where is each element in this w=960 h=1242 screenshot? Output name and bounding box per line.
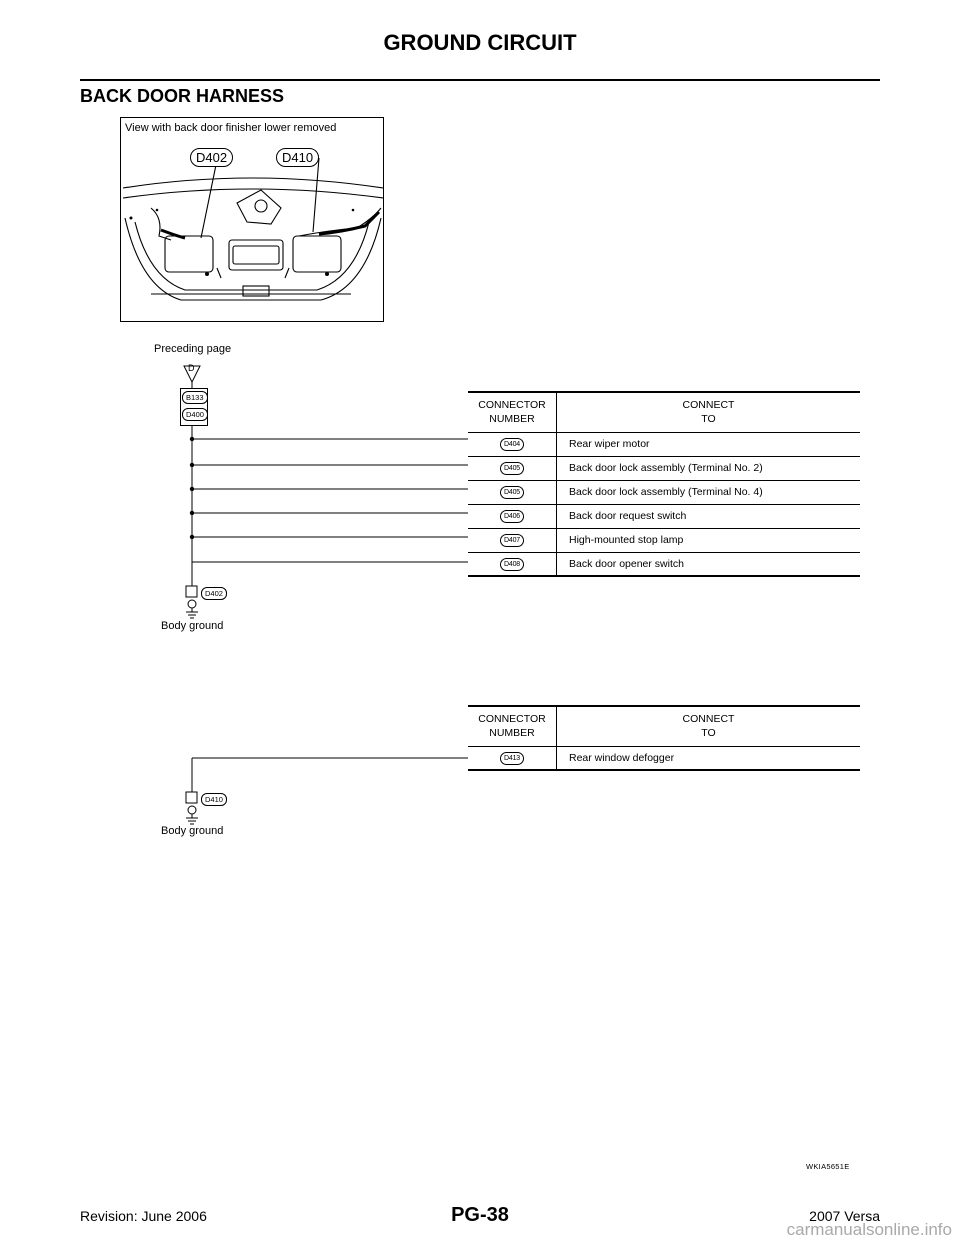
ground-connector-d410: D410 xyxy=(201,793,227,806)
photo-connector-d410: D410 xyxy=(276,148,319,167)
table1-header-to: CONNECT TO xyxy=(557,392,861,432)
table-row xyxy=(468,746,860,770)
connector-b133: B133 xyxy=(182,391,208,404)
connector-pill: D406 xyxy=(500,510,524,523)
table2-header-number: CONNECTOR NUMBER xyxy=(468,706,557,746)
preceding-page-label: Preceding page xyxy=(154,343,232,355)
table-row xyxy=(468,456,860,480)
section-title: BACK DOOR HARNESS xyxy=(80,86,285,106)
body-ground-label-2: Body ground xyxy=(161,825,224,837)
connector-pill: D413 xyxy=(500,752,524,765)
table-row xyxy=(468,528,860,552)
connect-to: Rear wiper motor xyxy=(557,432,861,456)
table1-header-number: CONNECTOR NUMBER xyxy=(468,392,557,432)
connector-pill: D408 xyxy=(500,558,524,571)
footer-model: 2007 Versa xyxy=(809,1208,880,1224)
connect-to: Back door request switch xyxy=(557,504,861,528)
body-ground-label-1: Body ground xyxy=(161,620,224,632)
photo-connector-d402: D402 xyxy=(190,148,233,167)
table-row xyxy=(468,432,860,456)
connect-to: Rear window defogger xyxy=(557,746,861,770)
table-row xyxy=(468,504,860,528)
connector-pill: D405 xyxy=(500,486,524,499)
table-row xyxy=(468,552,860,576)
connect-to: Back door opener switch xyxy=(557,552,861,576)
connect-to: High-mounted stop lamp xyxy=(557,528,861,552)
ground-connector-d402: D402 xyxy=(201,587,227,600)
footer-revision: Revision: June 2006 xyxy=(80,1208,207,1224)
connector-d400: D400 xyxy=(182,408,208,421)
photo-caption: View with back door finisher lower removed xyxy=(125,122,337,134)
connector-table-2 xyxy=(468,705,860,771)
from-page-letter: D xyxy=(188,363,195,373)
footer-page-number: PG-38 xyxy=(451,1204,509,1226)
page-title: GROUND CIRCUIT xyxy=(383,30,577,55)
connector-pill: D405 xyxy=(500,462,524,475)
connector-pill: D407 xyxy=(500,534,524,547)
connector-table-1 xyxy=(468,391,860,577)
connector-pill: D404 xyxy=(500,438,524,451)
connect-to: Back door lock assembly (Terminal No. 4) xyxy=(557,480,861,504)
reference-code: WKIA5651E xyxy=(806,1162,850,1171)
table2-header-to: CONNECT TO xyxy=(557,706,861,746)
watermark: carmanualsonline.info xyxy=(786,1220,952,1239)
connect-to: Back door lock assembly (Terminal No. 2) xyxy=(557,456,861,480)
table-row xyxy=(468,480,860,504)
